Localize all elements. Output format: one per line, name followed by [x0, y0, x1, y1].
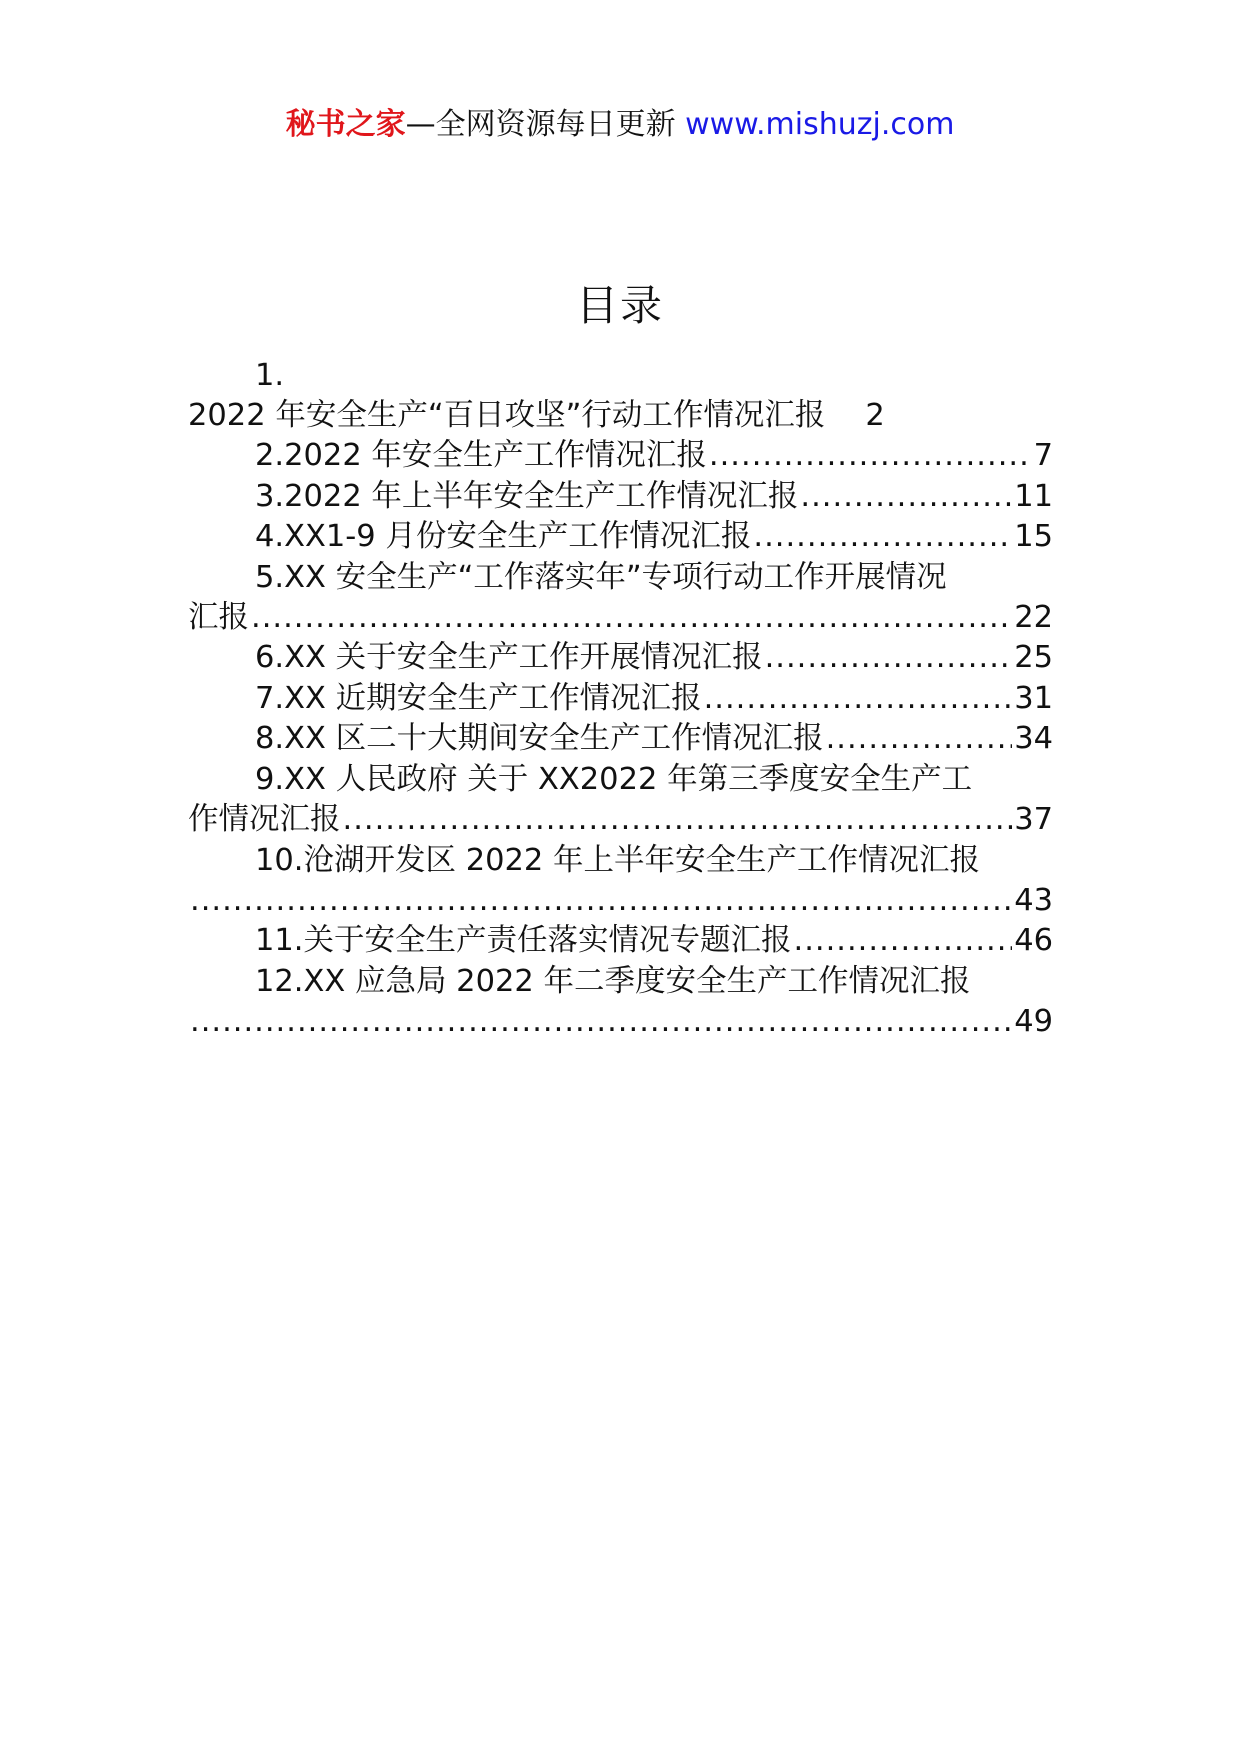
toc-page-number: 46 — [1014, 923, 1053, 958]
toc-entry-text: 4.XX1-9 月份安全生产工作情况汇报 — [255, 519, 752, 554]
toc-entry-11[interactable] — [188, 918, 1053, 963]
toc-line-1-number — [188, 353, 1053, 398]
toc-page-number: 2 — [865, 398, 885, 433]
toc-leader-dots — [765, 635, 1013, 680]
toc-page-number: 11 — [1014, 479, 1053, 514]
toc-page-number: 49 — [1014, 1004, 1053, 1039]
toc-entry-9-line2[interactable] — [188, 797, 1053, 842]
toc-page-number: 43 — [1014, 883, 1053, 918]
toc-entry-10-line2[interactable] — [188, 878, 1053, 923]
toc-page-number: 7 — [1033, 438, 1053, 473]
toc-page-number: 22 — [1014, 600, 1053, 635]
toc-entry-12-line1[interactable] — [188, 959, 1053, 1004]
site-url-link[interactable]: www.mishuzj.com — [685, 107, 955, 142]
toc-entry-text: 8.XX 区二十大期间安全生产工作情况汇报 — [255, 721, 824, 756]
toc-entry-5-line1[interactable] — [188, 555, 1053, 600]
toc-entry-2[interactable] — [188, 433, 1053, 478]
brand-name: 秘书之家 — [285, 107, 406, 142]
toc-entry-text: 3.2022 年上半年安全生产工作情况汇报 — [255, 479, 799, 514]
toc-entry-text: 汇报 — [188, 600, 249, 635]
toc-entry-8[interactable] — [188, 716, 1053, 761]
toc-entry-6[interactable] — [188, 635, 1053, 680]
toc-entry-text: 7.XX 近期安全生产工作情况汇报 — [255, 681, 702, 716]
toc-entry-7[interactable] — [188, 676, 1053, 721]
toc-page-number: 34 — [1014, 721, 1053, 756]
toc-entry-text: 11.关于安全生产责任落实情况专题汇报 — [255, 923, 792, 958]
header-slogan: —全网资源每日更新 — [405, 107, 686, 142]
toc-entry-text: 1. — [255, 358, 285, 393]
toc-entry-text: 9.XX 人民政府 关于 XX2022 年第三季度安全生产工 — [255, 762, 973, 797]
toc-entry-3[interactable] — [188, 474, 1053, 519]
toc-leader-dots — [794, 918, 1013, 963]
toc-leader-dots — [190, 878, 1012, 923]
toc-leader-dots — [709, 433, 1032, 478]
toc-leader-dots — [800, 474, 1012, 519]
toc-entry-5-line2[interactable] — [188, 595, 1053, 640]
toc-page-number: 25 — [1014, 640, 1053, 675]
toc-leader-dots — [826, 716, 1013, 761]
toc-leader-dots — [704, 676, 1013, 721]
toc-entry-text: 10.沧湖开发区 2022 年上半年安全生产工作情况汇报 — [255, 843, 981, 878]
toc-entry-text: 12.XX 应急局 2022 年二季度安全生产工作情况汇报 — [255, 964, 971, 999]
page-header — [0, 103, 1240, 147]
toc-leader-dots — [343, 797, 1013, 842]
toc-leader-dots — [251, 595, 1012, 640]
toc-leader-dots — [753, 514, 1012, 559]
toc-entry-text: 6.XX 关于安全生产工作开展情况汇报 — [255, 640, 763, 675]
toc-entry-1[interactable] — [188, 393, 1053, 438]
toc-entry-text: 5.XX 安全生产“工作落实年”专项行动工作开展情况 — [255, 560, 947, 595]
toc-entry-text: 2.2022 年安全生产工作情况汇报 — [255, 438, 707, 473]
toc-title: 目录 — [575, 281, 664, 330]
toc-entry-10-line1[interactable] — [188, 838, 1053, 883]
toc-page-number: 37 — [1014, 802, 1053, 837]
toc-entry-text: 2022 年安全生产“百日攻坚”行动工作情况汇报 — [188, 398, 826, 433]
toc-entry-4[interactable] — [188, 514, 1053, 559]
toc-page-number: 31 — [1014, 681, 1053, 716]
toc-leader-dots — [190, 999, 1012, 1044]
toc-entry-9-line1[interactable] — [188, 757, 1053, 802]
toc-entry-text: 作情况汇报 — [188, 802, 341, 837]
toc-entry-12-line2[interactable] — [188, 999, 1053, 1044]
toc-page-number: 15 — [1014, 519, 1053, 554]
